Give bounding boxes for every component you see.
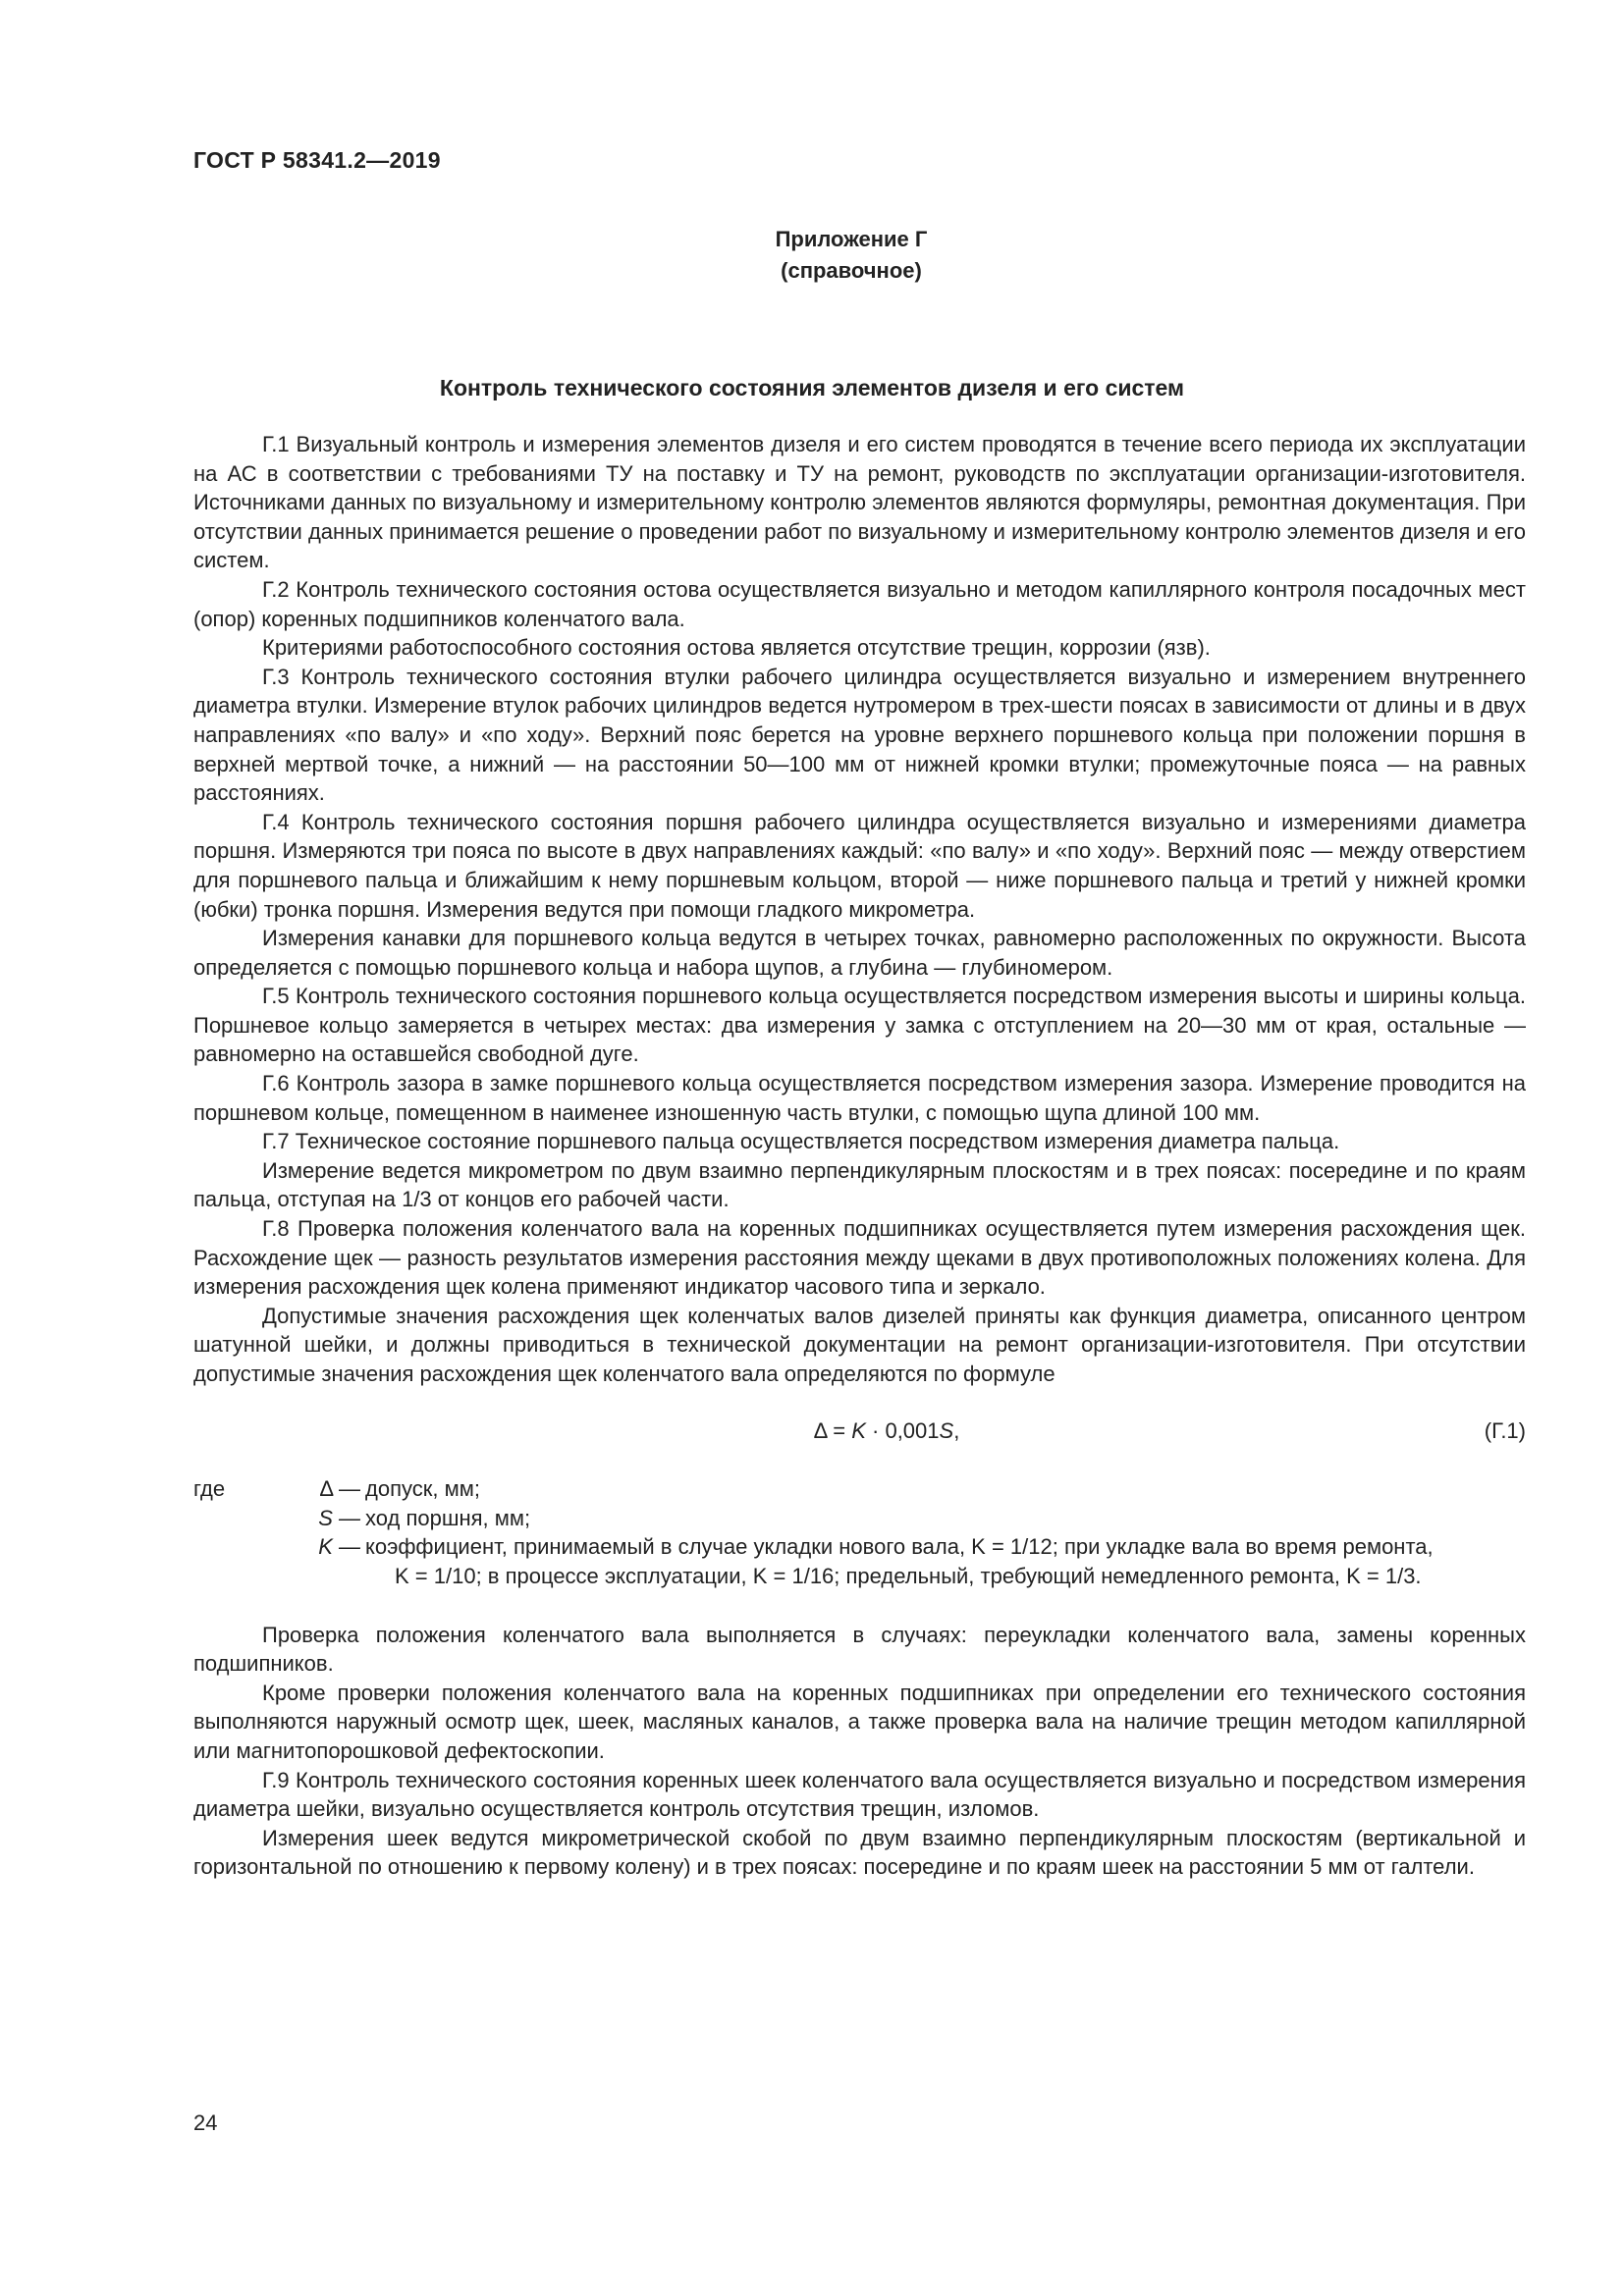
formula-part: Δ = [813, 1417, 852, 1443]
paragraph: Допустимые значения расхождения щек коленчатых валов дизелей приняты как функция диаметра, описанного центром шатунной шейки, и должны приводиться в технической документации на ремонт организации-изготовителя. При отсутствии допустимые значения расхождения щек коленчатого вала определяются по формуле [193, 1303, 1526, 1386]
formula [193, 1416, 1526, 1446]
section-title: Контроль технического состояния элементов дизеля и его систем [439, 375, 1185, 400]
page-number: 24 [193, 2110, 218, 2135]
paragraph: Кроме проверки положения коленчатого вала на коренных подшипниках при определении его технического состояния выполняются наружный осмотр щек, шеек, масляных каналов, а также проверка вала на наличие трещин методом капиллярной или магнитопорошковой дефектоскопии. [193, 1680, 1526, 1763]
definition-text: допуск, мм; [365, 1476, 480, 1502]
definition-item [193, 1474, 1526, 1504]
where-label: где [193, 1476, 226, 1502]
formula-symbol-k: K [851, 1417, 866, 1443]
paragraph: Г.3 Контроль технического состояния втулки рабочего цилиндра осуществляется визуально и измерением внутреннего диаметра втулки. Измерение втулок рабочих цилиндров ведется нутромером в трех-шести поясах в зависимости от длины и в двух направлениях «по валу» и «по ходу». Верхний пояс берется на уровне верхнего поршневого кольца при положении поршня в верхней мертвой точке, а нижний — на расстоянии 50—100 мм от нижней кромки втулки; промежуточные пояса — на равных расстояниях. [193, 664, 1526, 806]
formula-part: , [953, 1417, 960, 1443]
paragraph: Измерения канавки для поршневого кольца ведутся в четырех точках, равномерно расположенных по окружности. Высота определяется с помощью поршневого кольца и набора щупов, а глубина — глубиномером. [193, 926, 1526, 980]
formula-part: · 0,001 [865, 1417, 940, 1443]
paragraph: Критериями работоспособного состояния остова является отсутствие трещин, коррозии (язв). [262, 635, 1211, 661]
formula-row [193, 1416, 1526, 1446]
definition-symbol: K — [318, 1534, 360, 1560]
definitions-list [193, 1474, 1526, 1590]
appendix-status: (справочное) [781, 258, 922, 283]
appendix-label: Приложение Г [775, 227, 928, 251]
definition-item [193, 1532, 1526, 1590]
paragraph: Г.5 Контроль технического состояния поршневого кольца осуществляется посредством измерения высоты и ширины кольца. Поршневое кольцо замеряется в четырех местах: два измерения у замка с отступлением на 20—30 мм от края, остальные — равномерно на оставшейся свободной дуге. [193, 984, 1526, 1067]
definition-text-block [365, 1532, 1526, 1590]
paragraph: Г.2 Контроль технического состояния остова осуществляется визуально и методом капиллярного контроля посадочных мест (опор) коренных подшипников коленчатого вала. [193, 576, 1526, 631]
appendix-heading [0, 224, 1624, 287]
paragraph: Г.9 Контроль технического состояния коренных шеек коленчатого вала осуществляется визуально и посредством измерения диаметра шейки, визуально осуществляется контроль отсутствия трещин, изломов. [193, 1767, 1526, 1822]
formula-symbol-s: S [939, 1417, 954, 1443]
paragraph: Г.7 Техническое состояние поршневого пальца осуществляется посредством измерения диаметра пальца. [262, 1129, 1340, 1154]
body-text [193, 430, 1526, 1882]
paragraph: Измерения шеек ведутся микрометрической скобой по двум взаимно перпендикулярным плоскостям (вертикальной и горизонтальной по отношению к первому колену) и в трех поясах: посередине и по краям шеек на расстоянии 5 мм от галтели. [193, 1825, 1526, 1880]
definition-symbol: S — [318, 1505, 360, 1530]
document-code: ГОСТ Р 58341.2—2019 [193, 147, 441, 173]
definition-symbol: Δ — [319, 1476, 360, 1502]
definition-continuation: K = 1/10; в процессе эксплуатации, K = 1/16; предельный, требующий немедленного ремонта, K = 1/3. [395, 1563, 1422, 1588]
paragraph: Г.6 Контроль зазора в замке поршневого кольца осуществляется посредством измерения зазора. Измерение проводится на поршневом кольце, помещенном в наименее изношенную часть втулки, с помощью щупа длиной 100 мм. [193, 1071, 1526, 1125]
paragraph: Г.4 Контроль технического состояния поршня рабочего цилиндра осуществляется визуально и измерениями диаметра поршня. Измеряются три пояса по высоте в двух направлениях каждый: «по валу» и «по ходу». Верхний пояс — между отверстием для поршневого пальца и ближайшим к нему поршневым кольцом, второй — ниже поршневого пальца и третий у нижней кромки (юбки) тронка поршня. Измерения ведутся при помощи гладкого микрометра. [193, 809, 1526, 922]
definition-text: ход поршня, мм; [365, 1505, 531, 1530]
formula-number: (Г.1) [1484, 1417, 1526, 1443]
paragraph: Г.1 Визуальный контроль и измерения элементов дизеля и его систем проводятся в течение всего периода их эксплуатации на АС в соответствии с требованиями ТУ на поставку и ТУ на ремонт, руководств по эксплуатации организации-изготовителя. Источниками данных по визуальному и измерительному контролю элементов являются формуляры, ремонтная документация. При отсутствии данных принимается решение о проведении работ по визуальному и измерительному контролю элементов дизеля и его систем. [193, 432, 1526, 573]
paragraph: Измерение ведется микрометром по двум взаимно перпендикулярным плоскостям и в трех поясах: посередине и по краям пальца, отступая на 1/3 от концов его рабочей части. [193, 1157, 1526, 1212]
paragraph: Г.8 Проверка положения коленчатого вала на коренных подшипниках осуществляется путем измерения расхождения щек. Расхождение щек — разность результатов измерения расстояния между щеками в двух противоположных положениях колена. Для измерения расхождения щек колена применяют индикатор часового типа и зеркало. [193, 1216, 1526, 1300]
definition-item [193, 1504, 1526, 1533]
paragraph: Проверка положения коленчатого вала выполняется в случаях: переукладки коленчатого вала, замены коренных подшипников. [193, 1622, 1526, 1677]
definition-text: коэффициент, принимаемый в случае укладки нового вала, K = 1/12; при укладке вала во время ремонта, [365, 1534, 1434, 1560]
